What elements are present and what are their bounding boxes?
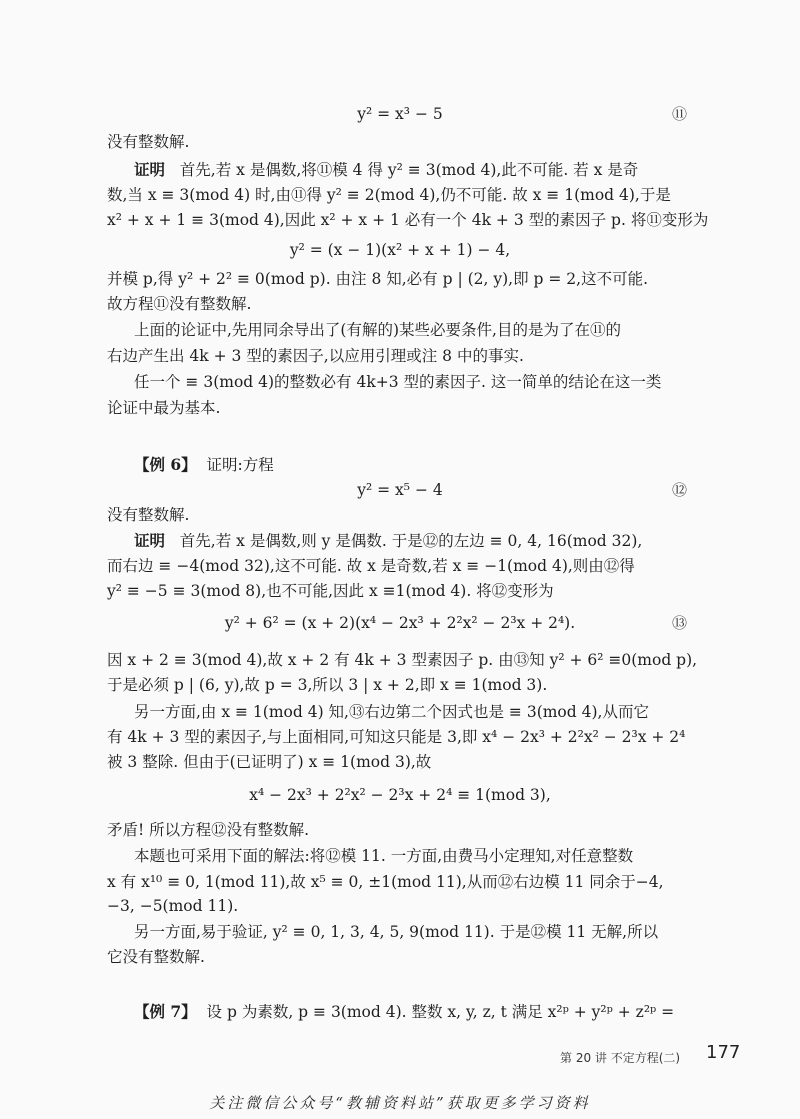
equation-12: y² = x⁵ − 4 [357,481,443,499]
watermark-text: 关注微信公众号“教辅资料站”获取更多学习资料 [209,1094,591,1112]
alternative-line: x 有 x¹⁰ ≡ 0, 1(mod 11),故 x⁵ ≡ 0, ±1(mod 11),从而⑫右边模 11 同余于−4, [107,873,664,891]
page-number: 177 [706,1042,741,1063]
example-6-text: 证明:方程 [206,456,274,474]
proof-line: 因 x + 2 ≡ 3(mod 4),故 x + 2 有 4k + 3 型素因子 p. 由⑬知 y² + 6² ≡0(mod p), [107,651,698,669]
example-7-heading [134,1002,697,1022]
alternative-line: −3, −5(mod 11). [107,897,239,915]
example-6-label: 【例 6】 [134,455,197,474]
proof-text: 首先,若 x 是偶数,将⑪模 4 得 y² ≡ 3(mod 4),此不可能. 若 x 是奇 [179,161,639,179]
remark-line: 上面的论证中,先用同余导出了(有解的)某些必要条件,目的是为了在⑪的 [134,321,621,339]
proof-line [134,160,697,180]
footer-chapter-title: 第 20 讲 不定方程(二) [560,1051,681,1065]
proof-line: 并模 p,得 y² + 2² ≡ 0(mod p). 由注 8 知,必有 p | (2, y),即 p = 2,这不可能. [107,270,649,288]
equation-transform: y² = (x − 1)(x² + x + 1) − 4, [289,241,511,259]
alternative-line: 本题也可采用下面的解法:将⑫模 11. 一方面,由费马小定理知,对任意整数 [134,847,634,865]
example-6-heading [134,455,697,475]
alternative-line: 另一方面,易于验证, y² ≡ 0, 1, 3, 4, 5, 9(mod 11). 于是⑫模 11 无解,所以 [134,923,659,941]
proof-line: 另一方面,由 x ≡ 1(mod 4) 知,⑬右边第二个因式也是 ≡ 3(mod 4),从而它 [134,703,649,721]
proof-label: 证明 [134,160,166,179]
proof-line: 于是必须 p | (6, y),故 p = 3,所以 3 | x + 2,即 x ≡ 1(mod 3). [107,676,548,694]
proof-line: 数,当 x ≡ 3(mod 4) 时,由⑪得 y² ≡ 2(mod 4),仍不可能. 故 x ≡ 1(mod 4),于是 [107,186,671,204]
proof-line: 而右边 ≡ −4(mod 32),这不可能. 故 x 是奇数,若 x ≡ −1(mod 4),则由⑫得 [107,557,635,575]
example-7-text: 设 p 为素数, p ≡ 3(mod 4). 整数 x, y, z, t 满足 x²ᵖ + y²ᵖ + z²ᵖ = [206,1003,675,1021]
equation-13: y² + 6² = (x + 2)(x⁴ − 2x³ + 2²x² − 2³x + 2⁴). [224,614,576,632]
remark-line: 论证中最为基本. [107,399,221,417]
alternative-line: 它没有整数解. [107,948,205,966]
equation-number-12: ⑫ [672,481,688,499]
proof-line: 矛盾! 所以方程⑫没有整数解. [107,821,310,839]
example-7-label: 【例 7】 [134,1002,197,1021]
paragraph-line: 没有整数解. [107,133,190,151]
paragraph-line: 没有整数解. [107,506,190,524]
proof-line: x² + x + 1 ≡ 3(mod 4),因此 x² + x + 1 必有一个 4k + 3 型的素因子 p. 将⑪变形为 [107,211,709,229]
proof-line: 被 3 整除. 但由于(已证明了) x ≡ 1(mod 3),故 [107,753,432,771]
remark-line: 右边产生出 4k + 3 型的素因子,以应用引理或注 8 中的事实. [107,347,524,365]
proof-line: 故方程⑪没有整数解. [107,295,252,313]
proof-line: y² ≡ −5 ≡ 3(mod 8),也不可能,因此 x ≡1(mod 4). 将⑫变形为 [107,582,554,600]
remark-line: 任一个 ≡ 3(mod 4)的整数必有 4k+3 型的素因子. 这一简单的结论在这一类 [134,373,662,391]
equation-11: y² = x³ − 5 [357,105,443,123]
proof-text: 首先,若 x 是偶数,则 y 是偶数. 于是⑫的左边 ≡ 0, 4, 16(mod 32), [179,532,643,550]
equation-contradiction: x⁴ − 2x³ + 2²x² − 2³x + 2⁴ ≡ 1(mod 3), [249,786,551,804]
proof-line [134,531,697,551]
equation-number-13: ⑬ [672,614,688,632]
proof-label: 证明 [134,531,166,550]
proof-line: 有 4k + 3 型的素因子,与上面相同,可知这只能是 3,即 x⁴ − 2x³ + 2²x² − 2³x + 2⁴ [107,728,686,746]
equation-number-11: ⑪ [672,105,688,123]
